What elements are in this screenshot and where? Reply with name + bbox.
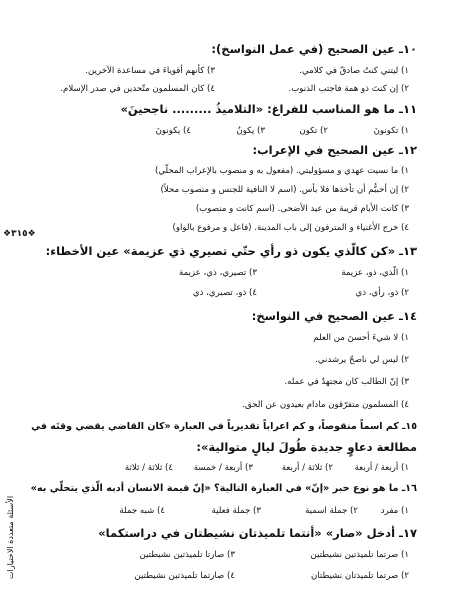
question-12-option-2[interactable]: ٢) إن أحببُّم أن تأخذها فلا بأس. (اسم لا النافية للجنس و منصوب محلاً) bbox=[160, 185, 409, 195]
question-17-option-4[interactable]: ٤) صارتما تلميذتين نشيطتين bbox=[134, 571, 235, 581]
question-13-option-4[interactable]: ٤) ذو، تصيري، ذي bbox=[192, 288, 257, 298]
question-11-option-2[interactable]: ٢) تكون bbox=[299, 126, 328, 136]
question-15-stem-line-1: ١٥ـ كم اسماً منقوصاً، و كم اعراباً تقديرياً في العبارة «كان القاضي يقضي وقتَه في bbox=[31, 421, 417, 432]
question-12-option-3[interactable]: ٣) كانت الأيام قريبة من عيد الأضحى. (اسم كانت و منصوب) bbox=[195, 204, 409, 214]
question-11-stem: ١١ـ ما هو المناسب للفراغ: «التلاميذُ ......... ناجحينَ» bbox=[120, 102, 417, 116]
question-12-option-4[interactable]: ٤) خرج الأغنياء و المترفون إلى باب المدينة. (فاعل و مرفوع بالواو) bbox=[172, 223, 409, 233]
question-11-option-1[interactable]: ١) تكونونَ bbox=[373, 126, 409, 136]
question-16-stem: ١٦ـ ما هو نوع خبر «إنّ» في العبارة التالية؟ «إنّ قيمة الانسان أدبه الّذي يتحلّي به» bbox=[30, 483, 417, 494]
question-15-option-1[interactable]: ١) أربعة / أربعة bbox=[354, 463, 409, 473]
question-16-option-1[interactable]: ١) مفرد bbox=[380, 506, 409, 516]
question-14-option-3[interactable]: ٣) إنّ الطالب كان مجتهدٌ في عمله. bbox=[284, 377, 409, 387]
question-10-stem: ١٠ـ عين الصحيح (في عمل النواسخ): bbox=[211, 42, 417, 56]
question-17-stem: ١٧ـ أدخل «صار» «أنتما تلميذتان نشيطتان في دراستكما» bbox=[98, 526, 417, 540]
question-13-option-3[interactable]: ٣) تصيري، ذي، عزيمة bbox=[178, 268, 257, 278]
question-17-option-1[interactable]: ١) صرتما تلميذتين نشيطتين bbox=[310, 550, 409, 560]
question-14-option-1[interactable]: ١) لا شيءَ أحسنَ من العلم bbox=[313, 333, 409, 343]
question-12-stem: ١٢ـ عين الصحيح في الإعراب: bbox=[252, 143, 417, 157]
question-15-stem-line-2: مطالعة دعاوٍ جديدة طُولَ ليالٍ متوالية»: bbox=[196, 440, 417, 454]
question-13-stem: ١٣ـ «كن كالّذي يكون ذو رأي حتّي تصيري ذي عزيمة» عين الأخطاء: bbox=[45, 244, 417, 258]
side-label: الأسئلة متعددة الاختيارات bbox=[6, 495, 15, 580]
question-17-option-2[interactable]: ٢) صرتما تلميذتان نشيطتان bbox=[310, 571, 409, 581]
question-16-option-2[interactable]: ٢) جملة اسمية bbox=[305, 506, 358, 516]
question-16-option-3[interactable]: ٣) جملة فعلية bbox=[211, 506, 261, 516]
question-15-option-4[interactable]: ٤) ثلاثة / ثلاثة bbox=[124, 463, 173, 473]
question-17-option-3[interactable]: ٣) صارتا تلميذتين نشيطتين bbox=[139, 550, 235, 560]
question-13-option-1[interactable]: ١) الّذي، ذو، عزيمة bbox=[341, 268, 409, 278]
question-15-option-2[interactable]: ٢) ثلاثة / أربعة bbox=[281, 463, 333, 473]
question-15-option-3[interactable]: ٣) أربعة / خمسة bbox=[193, 463, 253, 473]
question-14-option-2[interactable]: ٢) ليس لي ناصحٌ يرشدني. bbox=[315, 355, 409, 365]
question-12-option-1[interactable]: ١) ما نسيت عهدي و مسؤوليتي. (مفعول به و منصوب بالإعراب المحلّي) bbox=[155, 166, 409, 176]
question-11-option-4[interactable]: ٤) يكونونَ bbox=[155, 126, 191, 136]
question-10-option-3[interactable]: ٣) كأنهم أقوياءَ في مساعدة الآخرين. bbox=[85, 66, 215, 76]
question-10-option-2[interactable]: ٢) إن كنتَ ذو همة فاجتب الذنوب. bbox=[288, 84, 409, 94]
question-10-option-1[interactable]: ١) ليتني كنتُ صادقٌ في كلامي. bbox=[299, 66, 409, 76]
question-11-option-3[interactable]: ٣) يكونُ bbox=[236, 126, 265, 136]
question-13-option-2[interactable]: ٢) ذو، رأي، ذي bbox=[355, 288, 409, 298]
page-number: ❖٣١٥❖ bbox=[3, 229, 36, 239]
question-14-option-4[interactable]: ٤) المسلمون متفرّقون مادام بعيدون عن الحق. bbox=[242, 400, 409, 410]
question-10-option-4[interactable]: ٤) كان المسلمون متّحدين في صدر الإسلام. bbox=[60, 84, 215, 94]
question-16-option-4[interactable]: ٤) شبه جملة bbox=[119, 506, 165, 516]
question-14-stem: ١٤ـ عين الصحيح في النواسخ: bbox=[251, 309, 417, 323]
